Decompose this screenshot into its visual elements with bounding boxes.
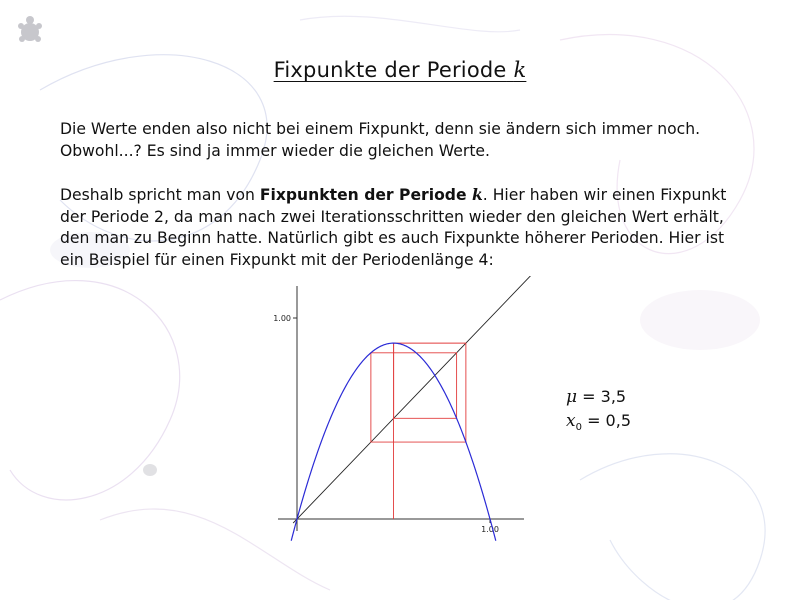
diagonal-line: [293, 276, 533, 523]
mu-parameter: [566, 385, 631, 409]
term-text: Fixpunkten der Periode: [259, 186, 472, 204]
slide-title-variable: k: [513, 58, 527, 82]
paragraph-explanation-rest: . Hier haben wir einen Fixpunkt der Periode 2, da man nach zwei Iterationsschritten wieder den gleichen Wert erhält, den man zu Beginn hatte. Natürlich gibt es auch Fixpunkte höherer Perioden. Hier ist ein Beispiel für einen Fixpunkt mit der Periodenlänge 4:: [60, 186, 727, 269]
paragraph-explanation-start: Deshalb spricht man von: [60, 186, 260, 204]
cobweb-iteration-lines: [371, 343, 466, 519]
y-tick-label: 1.00: [273, 314, 291, 323]
term-fixpunkte-periode: [260, 186, 483, 204]
cobweb-plot-svg: [268, 276, 533, 542]
x-tick-label: 1.00: [481, 525, 499, 534]
x0-value: = 0,5: [587, 411, 631, 430]
parameter-box: [566, 385, 631, 439]
x-subscript: 0: [575, 422, 582, 434]
mu-symbol: μ: [566, 387, 578, 407]
cobweb-plot: [268, 276, 533, 542]
cobweb-path: [371, 343, 466, 519]
paragraph-intro: Die Werte enden also nicht bei einem Fixpunkt, denn sie ändern sich immer noch. Obwohl...? Es sind ja immer wieder die gleichen Werte.: [60, 120, 701, 160]
mu-value: = 3,5: [582, 387, 627, 406]
term-variable: k: [471, 185, 483, 204]
fractal-logo-icon: [10, 10, 50, 50]
x0-parameter: [566, 409, 631, 439]
x-symbol: x: [566, 411, 576, 431]
slide-title-text: Fixpunkte der Periode: [273, 58, 507, 82]
paragraph-explanation: [60, 184, 750, 271]
slide-title: [0, 58, 800, 82]
